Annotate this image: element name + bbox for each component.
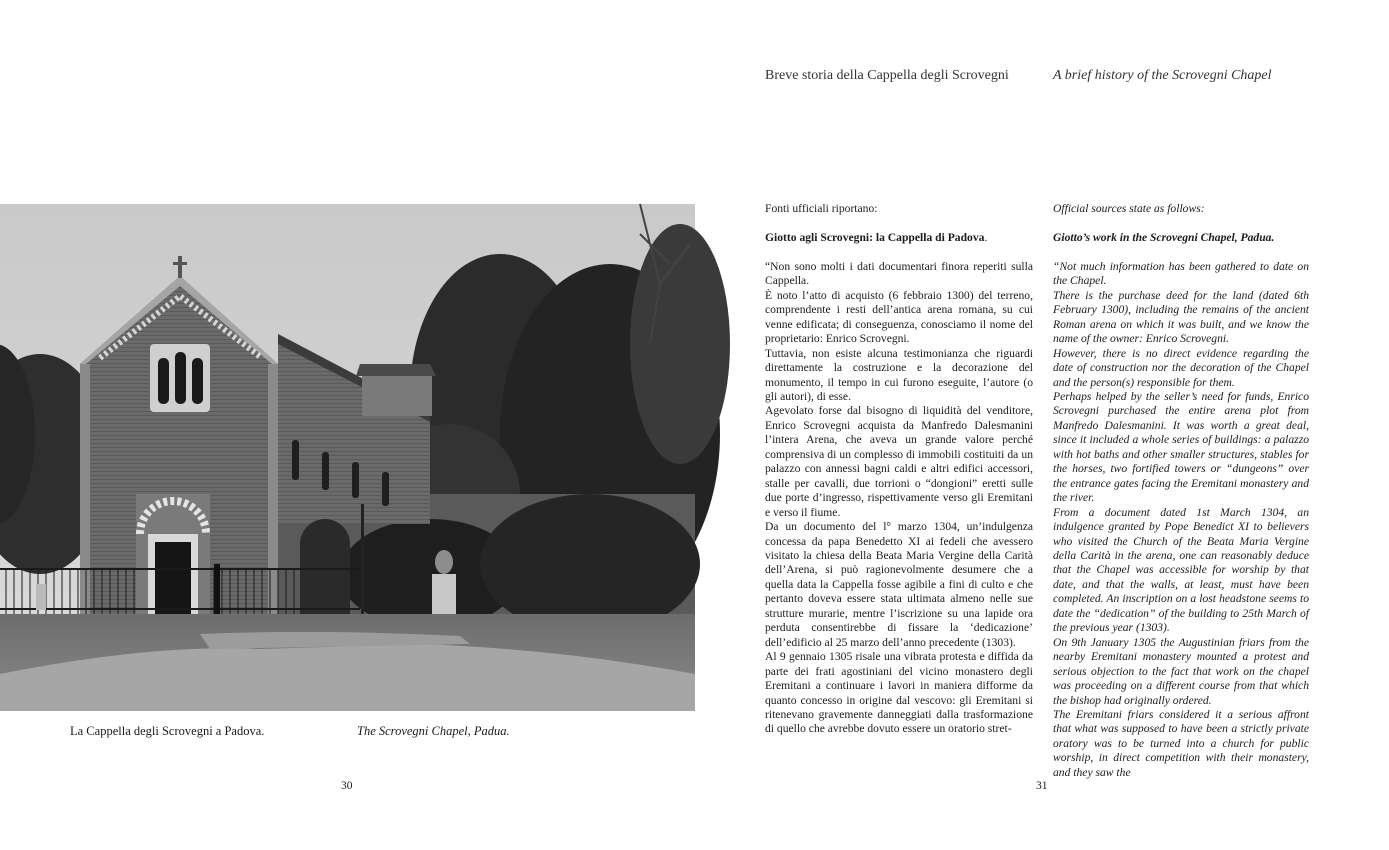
page-number-left: 30 [341,780,353,792]
paragraph: “Non sono molti i dati documentari finora reperiti sulla Cappella. [765,259,1033,288]
section-heading-period: . [984,230,988,244]
running-head-italian: Breve storia della Cappella degli Scrovegni [765,68,1009,83]
paragraph: The Eremitani friars considered it a serious affront that what was supposed to have been a strictly private oratory was to be turned into a church for public worship, in direct competition with their monastery, and they saw the [1053,707,1309,779]
photo-caption-italian: La Cappella degli Scrovegni a Padova. [70,724,265,738]
paragraph: Tuttavia, non esiste alcuna testimonianza che riguardi direttamente la costruzione e la decorazione del monumento, il tempo in cui furono eseguite, l’autore (o gli autori), di esse. [765,346,1033,403]
section-heading-text: Giotto agli Scrovegni: la Cappella di Padova [765,230,985,244]
paragraph: However, there is no direct evidence regarding the date of construction nor the decoration of the Chapel and the person(s) responsible for them. [1053,346,1309,389]
paragraph: È noto l’atto di acquisto (6 febbraio 1300) del terreno, comprendente i resti dell’antica arena romana, su cui venne edificata; di conseguenza, conosciamo il nome del proprietario: Enrico Scrovegni. [765,288,1033,346]
italian-text-column [765,202,1033,736]
paragraph: “Not much information has been gathered to date on the Chapel. [1053,259,1309,288]
photo-caption-english: The Scrovegni Chapel, Padua. [357,724,510,738]
paragraph: On 9th January 1305 the Augustinian friars from the nearby Eremitani monastery mounted a protest and serious objection to the fact that work on the chapel was proceeding on a different course from that which the bishop had originally ordered. [1053,635,1309,707]
intro-line: Fonti ufficiali riportano: [765,202,878,215]
paragraph: Perhaps helped by the seller’s need for funds, Enrico Scrovegni purchased the entire arena plot from Manfredo Dalesmanini. It was worth a great deal, since it included a whole series of buildings: a palazzo with hot baths and other smaller structures, stables for the horses, two fortified towers or “dungeons” over the entrance gates facing the Eremitani monastery and the river. [1053,389,1309,505]
body-text [1053,259,1309,779]
paragraph: Agevolato forse dal bisogno di liquidità del venditore, Enrico Scrovegni acquista da Manfredo Dalesmanini l’intera Arena, che aveva un grande valore perché comprensiva di un complesso di immobili costituiti da un palazzo con annessi bagni caldi e altri edifici accessori, stalle per cavalli, due torrioni o “dongioni” eretti sulle due porte d’ingresso, rispettivamente verso gli Eremitani e verso il fiume. [765,404,1033,519]
running-head-english: A brief history of the Scrovegni Chapel [1053,68,1272,83]
paragraph: Al 9 gennaio 1305 risale una vibrata protesta e diffida da parte dei frati agostiniani del vicino monastero degli Eremitani a continuare i lavori in maniera difforme da quanto concesso in origine dal vescovo: gli Eremitani si ritenevano gravemente danneggiati dalla trasformazione di quello che avrebbe dovuto essere un oratorio stret- [765,650,1033,736]
right-page [694,0,1389,850]
paragraph: Da un documento del l° marzo 1304, un’indulgenza concessa da papa Benedetto XI ai fedeli che avessero visitato la chiesa della Beata Maria Vergine della Carità dell’Arena, si può ragionevolmente desumere che a quella data la Cappella fosse agibile a fini di culto e che pertanto doveva essere stata ultimata almeno nelle sue strutture murarie, mentre l’iscrizione su una lapide ora perduta consentirebbe di fissare la ‘dedicazione’ dell’edificio al 25 marzo dell’anno precedente (1303). [765,520,1033,649]
section-heading [765,231,1033,245]
page-number-right: 31 [1036,780,1048,792]
english-text-column [1053,202,1309,779]
paragraph: From a document dated 1st March 1304, an indulgence granted by Pope Benedict XI to believers who visited the Church of the Beata Maria Vergine della Carità in the arena, one can reasonably deduce that the Chapel was accessible for worship by that date, and that the walls, at least, must have been completed. An inscription on a lost headstone seems to date the “dedication” of the building to 25th March of the previous year (1303). [1053,505,1309,635]
section-heading: Giotto’s work in the Scrovegni Chapel, Padua. [1053,230,1275,244]
body-text [765,260,1033,736]
scrovegni-chapel-photo [0,204,695,711]
paragraph: There is the purchase deed for the land (dated 6th February 1300), including the remains of the ancient Roman arena on which it was built, and we know the name of the owner: Enrico Scrovegni. [1053,288,1309,346]
intro-line: Official sources state as follows: [1053,202,1205,215]
left-page [0,0,694,850]
